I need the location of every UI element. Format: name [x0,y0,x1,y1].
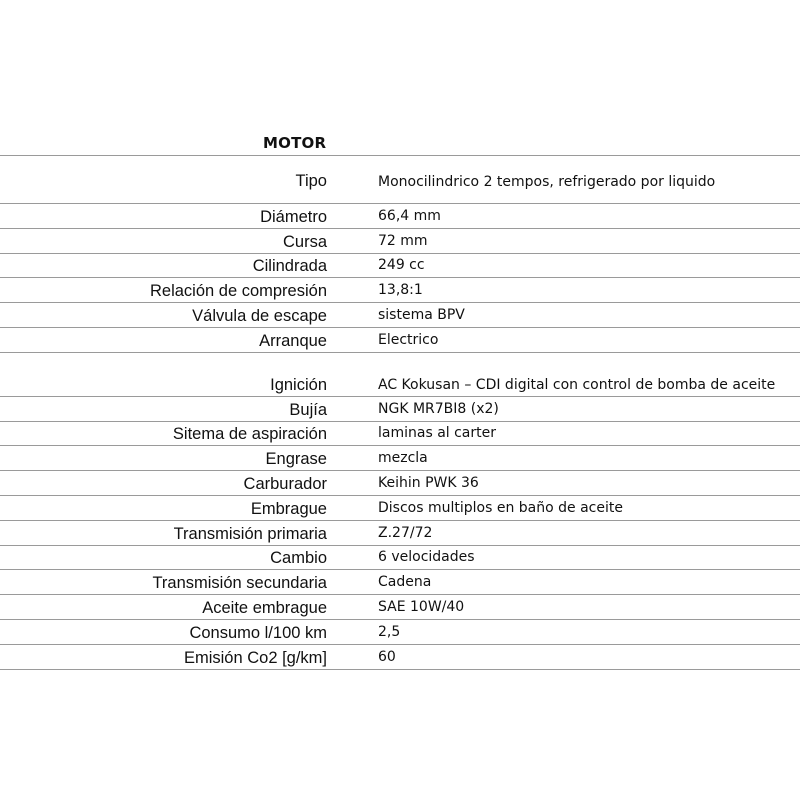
spec-label: Bujía [289,400,327,419]
spec-value: Cadena [378,574,432,591]
spec-row-embrague [0,496,800,521]
spec-label: Carburador [243,474,327,493]
spec-table [0,155,800,670]
spec-label: Transmisión secundaria [152,574,327,593]
spec-value: Electrico [378,331,439,348]
spec-label: Cambio [270,549,327,568]
spec-value: mezcla [378,450,428,467]
spec-row-valvula [0,303,800,328]
spec-value: laminas al carter [378,425,497,442]
spec-row-cambio [0,546,800,571]
spec-label: Emisión Co2 [g/km] [183,648,327,667]
spec-row-emision [0,645,800,670]
spec-value: 2,5 [378,623,401,640]
spec-value: 13,8:1 [378,282,423,299]
spec-value: 60 [378,648,396,665]
spec-row-aspiracion [0,422,800,447]
spec-value: 249 cc [378,257,425,274]
spec-row-aceite-embrague [0,595,800,620]
spec-value: 6 velocidades [378,549,475,566]
spec-label: Sitema de aspiración [172,425,327,444]
spec-row-diametro [0,204,800,229]
spec-row-transmision-secundaria [0,570,800,595]
section-title: MOTOR [263,134,327,152]
spec-label: Cilindrada [252,257,327,276]
spec-value: Keihin PWK 36 [378,474,479,491]
spec-label: Engrase [265,450,327,469]
spec-value: AC Kokusan – CDI digital con control de bomba de aceite [378,376,776,393]
spec-row-bujia [0,397,800,422]
spec-label: Tipo [295,172,327,190]
spec-row-engrase [0,446,800,471]
spec-row-tipo [0,156,800,204]
spec-value: sistema BPV [378,306,465,323]
spec-label: Aceite embrague [202,598,327,617]
spec-row-ignicion [0,353,800,397]
spec-value: Monocilindrico 2 tempos, refrigerado por liquido [378,174,716,190]
spec-value: 72 mm [378,232,428,249]
spec-row-transmision-primaria [0,521,800,546]
spec-value: Discos multiplos en baño de aceite [378,499,623,516]
spec-row-compresion [0,278,800,303]
spec-value: Z.27/72 [378,524,433,541]
spec-label: Válvula de escape [192,306,327,325]
spec-label: Embrague [250,499,327,518]
spec-label: Arranque [259,331,327,350]
spec-value: 66,4 mm [378,207,441,224]
spec-row-cursa [0,229,800,254]
spec-row-arranque [0,328,800,353]
spec-label: Diámetro [260,207,327,226]
spec-label: Relación de compresión [149,282,327,301]
spec-value: NGK MR7BI8 (x2) [378,400,499,417]
spec-value: SAE 10W/40 [378,598,465,615]
spec-label: Transmisión primaria [173,524,327,543]
spec-label: Cursa [282,232,327,251]
spec-row-carburador [0,471,800,496]
spec-row-cilindrada [0,254,800,279]
spec-label: Ignición [270,375,327,394]
spec-label: Consumo l/100 km [189,623,327,642]
spec-row-consumo [0,620,800,645]
